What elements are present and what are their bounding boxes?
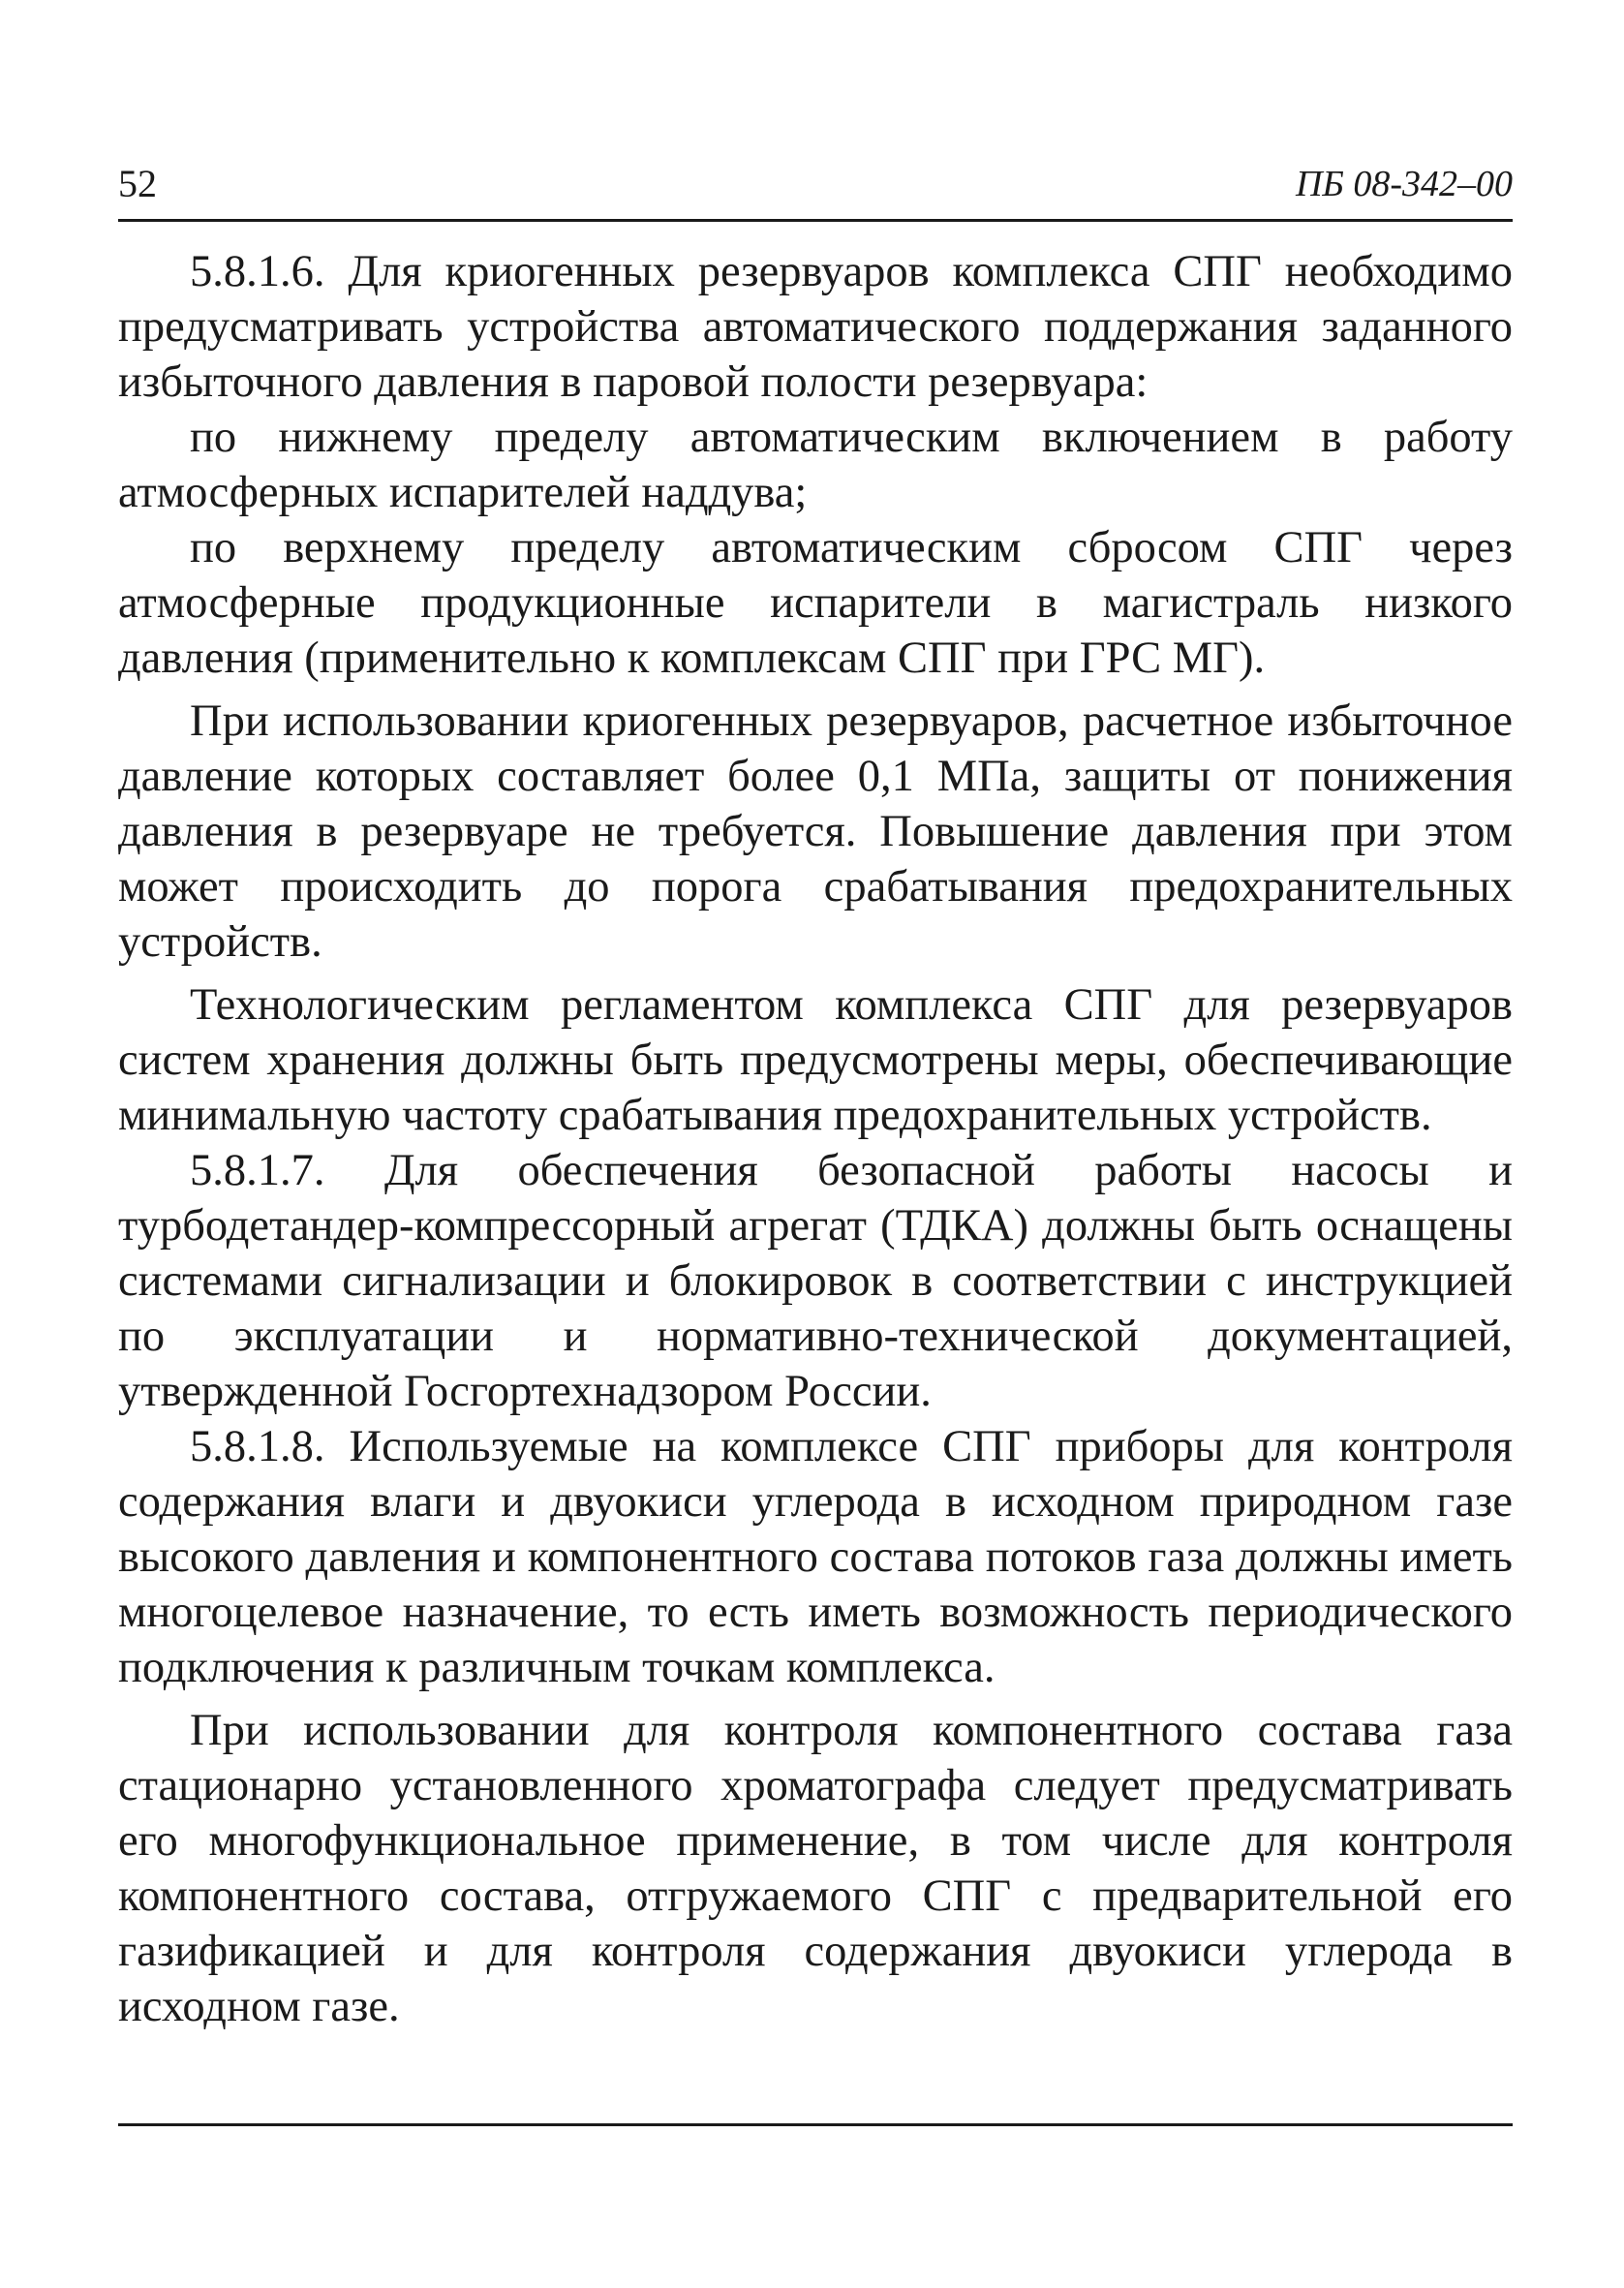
paragraph-5-8-1-7: 5.8.1.7. Для обеспечения безопасной работы насосы и турбодетандер-компрессорный агрегат (ТДКА) должны быть оснащены системами сигнализации и блокировок в соответствии с инструкцией по эксплуатации и нормативно-технической документацией, утвержденной Госгортехнадзором России. xyxy=(118,1146,1513,1416)
paragraph-cryogenic-tanks: При использовании криогенных резервуаров, расчетное избыточное давление которых составляет более 0,1 МПа, защиты от понижения давления в резервуаре не требуется. Повышение давления при этом может происходить до порога срабатывания предохранительных устройств. xyxy=(118,696,1513,967)
page-number: 52 xyxy=(118,162,157,205)
paragraph-upper-limit: по верхнему пределу автоматическим сбросом СПГ через атмосферные продукционные испарители в магистраль низкого давления (применительно к комплексам СПГ при ГРС МГ). xyxy=(118,523,1513,683)
footer-divider xyxy=(118,2123,1513,2126)
header-divider xyxy=(118,219,1513,222)
paragraph-lower-limit: по нижнему пределу автоматическим включением в работу атмосферных испарителей наддува; xyxy=(118,413,1513,517)
paragraph-5-8-1-8: 5.8.1.8. Используемые на комплексе СПГ приборы для контроля содержания влаги и двуокиси углерода в исходном природном газе высокого давления и компонентного состава потоков газа должны иметь многоцелевое назначение, то есть иметь возможность периодического подключения к различным точкам комплекса. xyxy=(118,1422,1513,1692)
paragraph-chromatograph: При использовании для контроля компонентного состава газа стационарно установленного хроматографа следует предусматривать его многофункциональное применение, в том числе для контроля компонентного состава, отгружаемого СПГ с предварительной его газификацией и для контроля содержания двуокиси углерода в исходном газе. xyxy=(118,1706,1513,2031)
page-header xyxy=(118,155,1513,213)
paragraph-5-8-1-6: 5.8.1.6. Для криогенных резервуаров комплекса СПГ необходимо предусматривать устройства автоматического поддержания заданного избыточного давления в паровой полости резервуара: xyxy=(118,247,1513,407)
document-code: ПБ 08-342–00 xyxy=(1295,164,1513,204)
body-text xyxy=(118,244,1513,2034)
paragraph-technological-regulation: Технологическим регламентом комплекса СПГ для резервуаров систем хранения должны быть предусмотрены меры, обеспечивающие минимальную частоту срабатывания предохранительных устройств. xyxy=(118,980,1513,1140)
